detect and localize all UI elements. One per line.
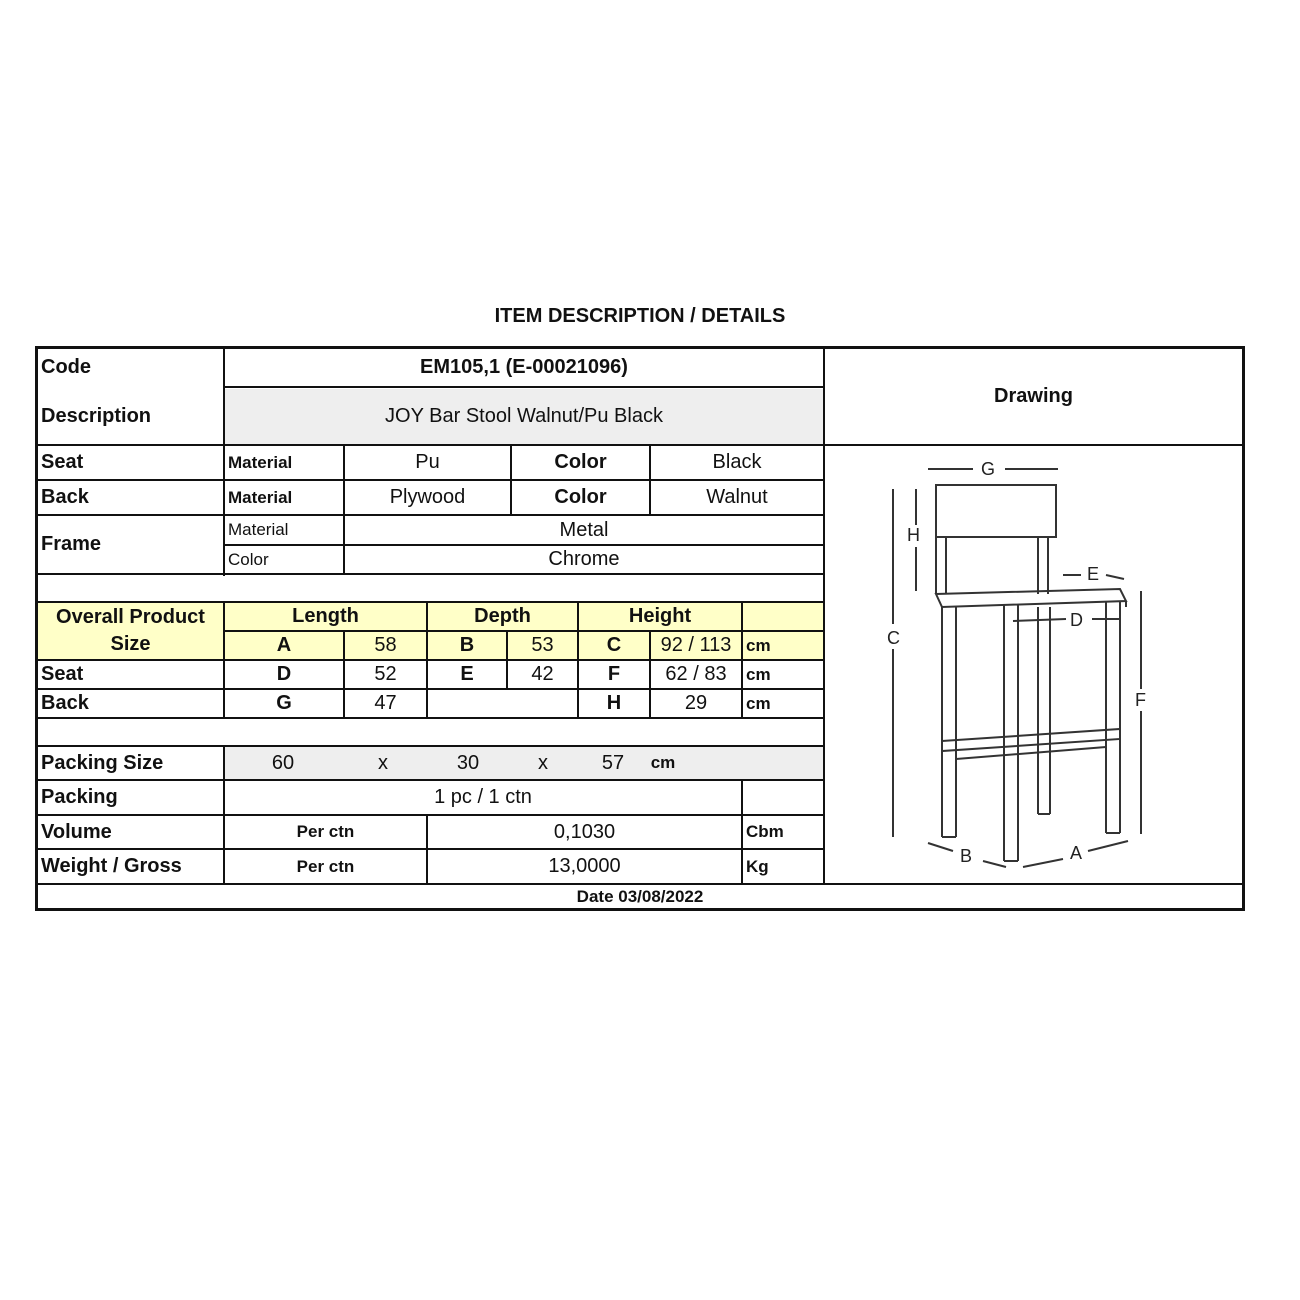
back-dims-label: Back xyxy=(41,692,89,714)
dim-b-label: B xyxy=(459,634,475,656)
drawing-label-d: D xyxy=(1070,610,1083,630)
packing-value: 1 pc / 1 ctn xyxy=(434,786,532,808)
drawing-label-b: B xyxy=(960,846,973,866)
drawing-label-h: H xyxy=(907,525,920,545)
packing-label: Packing xyxy=(41,786,118,808)
code-value: EM105,1 (E-00021096) xyxy=(420,356,628,378)
drawing-label-e: E xyxy=(1087,564,1100,584)
overall-unit: cm xyxy=(746,635,771,655)
packing-size-unit: cm xyxy=(650,753,676,772)
stool-backrest xyxy=(936,485,1056,537)
dim-b-value: 53 xyxy=(531,634,554,656)
seat-material-value: Pu xyxy=(415,451,440,473)
packing-height: 57 xyxy=(601,751,625,774)
dim-f-value: 62 / 83 xyxy=(665,663,727,685)
weight-label: Weight / Gross xyxy=(41,855,182,877)
stool-seat xyxy=(936,589,1126,607)
packing-width: 30 xyxy=(456,751,480,774)
dim-c-label: C xyxy=(606,634,622,656)
weight-value: 13,0000 xyxy=(548,855,621,877)
overall-size-label-line1: Overall Product xyxy=(56,606,205,628)
packing-size-label: Packing Size xyxy=(41,751,164,774)
drawing-label-g: G xyxy=(981,459,996,479)
volume-label: Volume xyxy=(41,820,112,843)
packing-times-1: x xyxy=(378,751,388,774)
back-material-label: Material xyxy=(228,487,293,507)
frame-color-value: Chrome xyxy=(548,548,620,570)
seat-material-label: Material xyxy=(228,452,293,472)
dim-a-value: 58 xyxy=(374,634,397,656)
height-header: Height xyxy=(628,605,692,627)
dim-a-label: A xyxy=(276,634,292,656)
weight-per: Per ctn xyxy=(296,856,355,876)
dim-e-label: E xyxy=(460,663,474,685)
volume-per: Per ctn xyxy=(296,822,355,841)
dim-g-value: 47 xyxy=(374,692,397,714)
back-material-value: Plywood xyxy=(389,486,466,508)
stool-outline xyxy=(936,485,1126,861)
dim-h-value: 29 xyxy=(684,692,708,714)
description-value: JOY Bar Stool Walnut/Pu Black xyxy=(385,404,663,427)
overall-size-label-line2: Size xyxy=(110,633,151,655)
volume-value: 0,1030 xyxy=(553,820,616,843)
back-color-label: Color xyxy=(554,486,607,508)
back-unit: cm xyxy=(746,693,771,713)
dim-e-value: 42 xyxy=(531,663,554,685)
drawing-label-c: C xyxy=(887,628,900,648)
document-title: ITEM DESCRIPTION / DETAILS xyxy=(494,305,786,327)
details-table xyxy=(35,346,1245,911)
frame-material-value: Metal xyxy=(559,518,609,541)
date: Date 03/08/2022 xyxy=(576,886,704,906)
drawing-label-a: A xyxy=(1070,843,1083,863)
packing-length: 60 xyxy=(271,751,295,774)
weight-unit: Kg xyxy=(746,856,769,876)
seat-color-label: Color xyxy=(554,451,607,473)
back-color-value: Walnut xyxy=(706,486,768,508)
dim-g-label: G xyxy=(276,692,292,714)
dim-d-label: D xyxy=(276,663,292,685)
dim-h-label: H xyxy=(606,692,622,714)
frame-label: Frame xyxy=(41,533,102,555)
frame-material-label: Material xyxy=(228,520,289,539)
seat-color-value: Black xyxy=(712,451,762,473)
dim-c-value: 92 / 113 xyxy=(660,634,732,656)
seat-dims-label: Seat xyxy=(41,663,84,685)
dim-d-value: 52 xyxy=(374,663,397,685)
seat-unit: cm xyxy=(746,664,771,684)
volume-unit: Cbm xyxy=(746,822,784,841)
bar-stool-drawing xyxy=(38,349,1242,908)
frame-color-label: Color xyxy=(228,549,269,569)
seat-label: Seat xyxy=(41,451,84,473)
depth-header: Depth xyxy=(474,605,531,627)
drawing-header: Drawing xyxy=(994,385,1073,407)
drawing-label-f: F xyxy=(1135,690,1146,710)
length-header: Length xyxy=(292,605,359,627)
description-label: Description xyxy=(41,404,152,427)
code-label: Code xyxy=(41,356,91,378)
back-label: Back xyxy=(41,486,89,508)
dim-f-label: F xyxy=(607,663,621,685)
packing-times-2: x xyxy=(538,751,548,774)
